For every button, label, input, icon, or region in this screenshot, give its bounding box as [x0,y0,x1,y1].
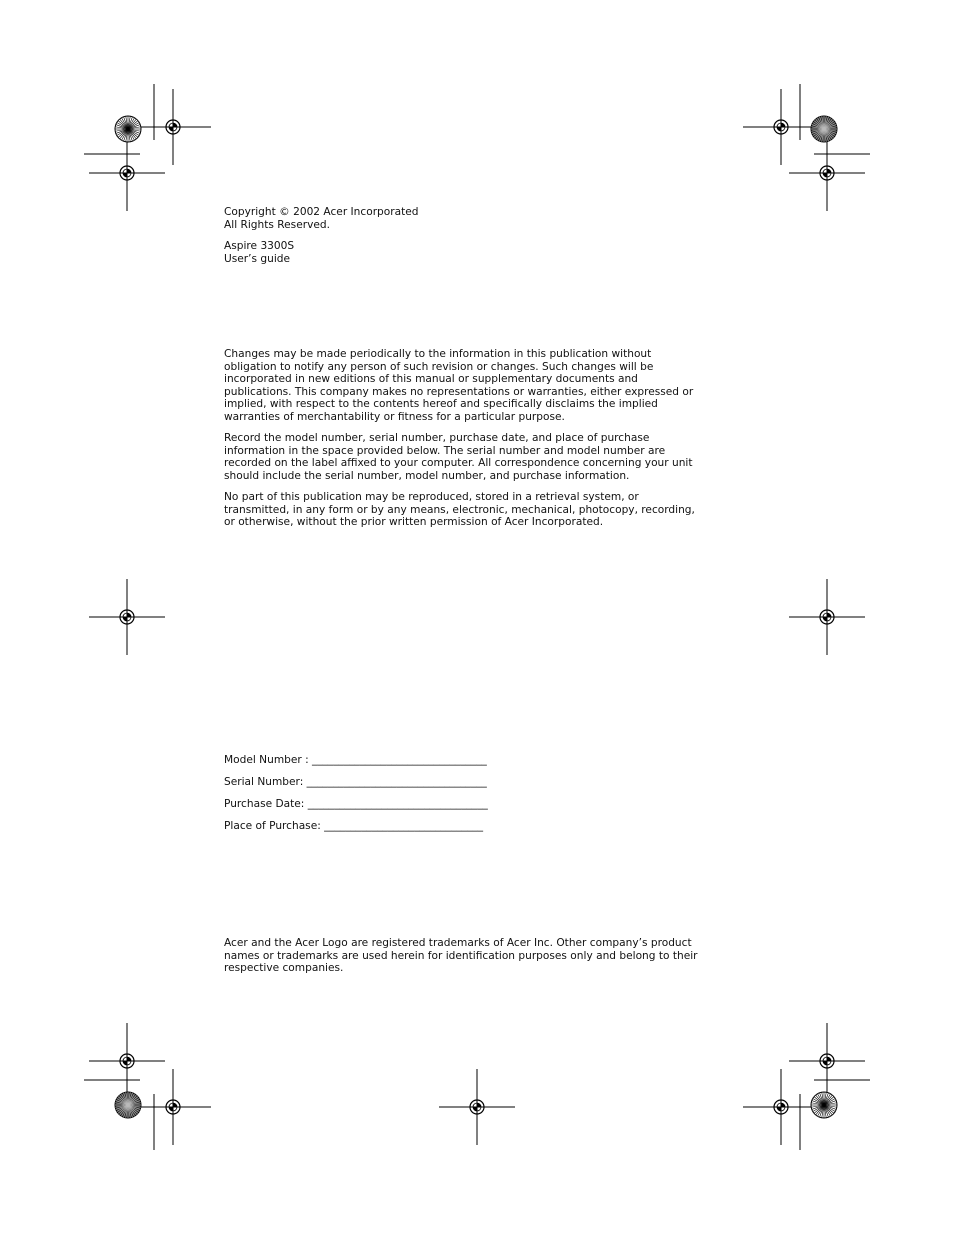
color-target-icon [811,116,837,142]
registration-mark-icon [89,1023,165,1099]
copyright-block [224,206,704,231]
purchase-date-field: Purchase Date: __________________________________ [224,798,488,810]
document-type: User’s guide [224,252,291,265]
page-content [224,206,704,975]
place-of-purchase-field: Place of Purchase: ______________________________ [224,820,484,832]
registration-mark-icon [789,135,865,211]
registration-mark-icon [743,89,819,165]
changes-notice: Changes may be made periodically to the information in this publication without obligation to notify any person of such revision or changes. Such changes will be incorporated in new editions of this manual or supplementary documents and publications. This company makes no representations or warranties, either expressed or implied, with respect to the contents hereof and specifically disclaims the implied warranties of merchantability or fitness for a particular purpose. [224,348,694,423]
color-target-icon [115,116,141,142]
model-number-field: Model Number : _________________________________ [224,754,487,766]
color-target-icon [811,1092,837,1118]
registration-mark-icon [789,579,865,655]
registration-mark-icon [135,1069,211,1145]
registration-mark-icon [89,579,165,655]
reproduction-notice: No part of this publication may be reproduced, stored in a retrieval system, or transmitted, in any form or by any means, electronic, mechanical, photocopy, recording, or otherwise, without the prior written permission of Acer Incorporated. [224,491,695,529]
color-target-icon [115,1092,141,1118]
registration-mark-icon [135,89,211,165]
registration-mark-icon [789,1023,865,1099]
rights-line: All Rights Reserved. [224,218,330,231]
product-block [224,240,704,265]
copyright-line: Copyright © 2002 Acer Incorporated [224,206,419,218]
record-notice: Record the model number, serial number, purchase date, and place of purchase information in the space provided below. The serial number and model number are recorded on the label affixed to your computer. All correspondence concerning your unit should include the serial number, model number, and purchase information. [224,432,693,482]
registration-mark-icon [743,1069,819,1145]
serial-number-field: Serial Number: __________________________________ [224,776,487,788]
trademark-notice: Acer and the Acer Logo are registered trademarks of Acer Inc. Other company’s product names or trademarks are used herein for identification purposes only and belong to their respective companies. [224,937,698,975]
purchase-record-form [224,754,704,842]
product-name: Aspire 3300S [224,240,295,253]
registration-mark-icon [89,135,165,211]
registration-mark-icon [439,1069,515,1145]
